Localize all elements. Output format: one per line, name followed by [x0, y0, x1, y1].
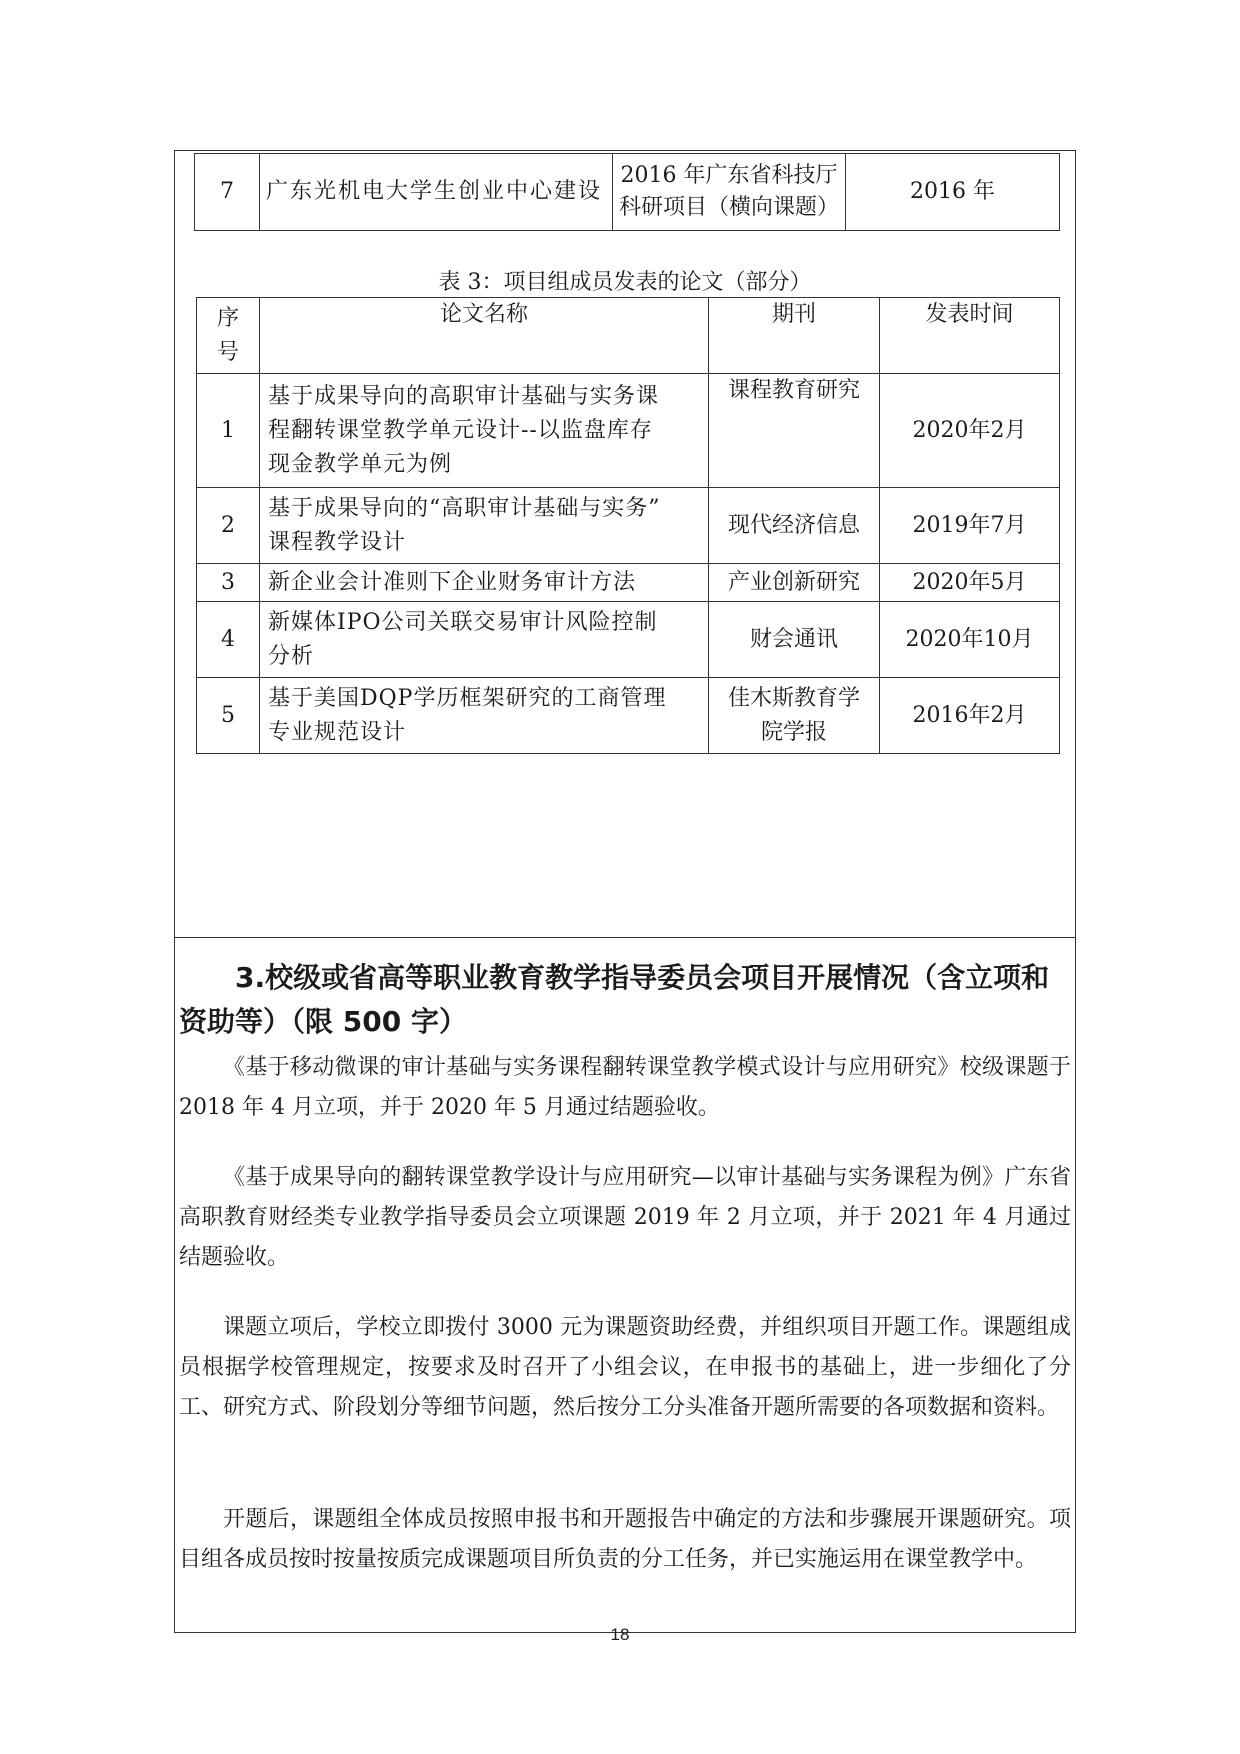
header-no-line: 号: [216, 339, 239, 365]
table-row: [197, 678, 1060, 754]
paper-date: 2019年7月: [880, 488, 1060, 564]
paper-title: [260, 488, 709, 564]
paragraph: 《基于移动微课的审计基础与实务课程翻转课堂教学模式设计与应用研究》校级课题于 2018 年 4 月立项，并于 2020 年 5 月通过结题验收。: [179, 1055, 1071, 1120]
table-caption: 表 3：项目组成员发表的论文（部分）: [438, 270, 812, 295]
paper-title-line: 基于成果导向的“高职审计基础与实务”: [268, 495, 661, 521]
table-row: [195, 154, 1060, 231]
paper-journal-line: 院学报: [760, 719, 827, 745]
paper-title: [260, 678, 709, 754]
paper-no: 1: [197, 374, 260, 488]
paper-title: [260, 374, 709, 488]
paper-title: [260, 602, 709, 678]
paragraph: 《基于成果导向的翻转课堂教学设计与应用研究—以审计基础与实务课程为例》广东省高职教育财经类专业教学指导委员会立项课题 2019 年 2 月立项，并于 2021 年 4 月通过结题验收。: [179, 1165, 1071, 1270]
paper-journal-line: 课程教育研究: [727, 378, 860, 403]
paragraph: 课题立项后，学校立即拨付 3000 元为课题资助经费，并组织项目开题工作。课题组成员根据学校管理规定，按要求及时召开了小组会议，在申报书的基础上，进一步细化了分工、研究方式、阶段划分等细节问题，然后按分工分头准备开题所需要的各项数据和资料。: [179, 1315, 1071, 1420]
header-no-line: 序: [216, 305, 239, 331]
paper-date: 2016年2月: [880, 678, 1060, 754]
table-header-row: [197, 298, 1060, 374]
paper-no: 5: [197, 678, 260, 754]
project-source-line: 2016 年广东省科技厅: [620, 163, 838, 188]
paper-journal: [709, 678, 880, 754]
project-name: 广东光机电大学生创业中心建设: [260, 154, 613, 231]
paper-date: 2020年10月: [880, 602, 1060, 678]
project-no: 7: [195, 154, 260, 231]
paper-rows: [197, 374, 1060, 754]
section-heading: 3.校级或省高等职业教育教学指导委员会项目开展情况（含立项和资助等）（限 500 字）: [179, 961, 1050, 1038]
paper-date: 2020年2月: [880, 374, 1060, 488]
paper-title-line: 分析: [268, 643, 315, 669]
project-source: [613, 154, 846, 231]
paper-journal: [709, 374, 880, 488]
table-row: [197, 602, 1060, 678]
project-table: [194, 153, 1060, 231]
table-row: [197, 488, 1060, 564]
header-date: 发表时间: [880, 298, 1060, 374]
paper-no: 2: [197, 488, 260, 564]
paper-journal-line: 佳木斯教育学: [727, 685, 860, 711]
section3-cell: [175, 938, 1075, 1632]
paper-journal: [709, 488, 880, 564]
paper-journal: [709, 602, 880, 678]
paper-journal-line: 财会通讯: [749, 626, 838, 652]
paper-title-line: 新企业会计准则下企业财务审计方法: [268, 569, 637, 595]
paper-title-line: 课程教学设计: [268, 529, 407, 555]
paper-title-line: 现金教学单元为例: [268, 451, 453, 477]
papers-table: [196, 297, 1060, 754]
projects-and-papers-cell: [175, 151, 1075, 938]
paper-journal: [709, 564, 880, 602]
project-source-line: 科研项目（横向课题）: [619, 195, 840, 220]
paper-title-line: 基于美国DQP学历框架研究的工商管理: [268, 685, 667, 711]
paper-no: 3: [197, 564, 260, 602]
outer-form-frame: [174, 150, 1076, 1633]
header-title: 论文名称: [260, 298, 709, 374]
paper-journal-line: 现代经济信息: [727, 512, 860, 538]
paper-title-line: 专业规范设计: [268, 719, 407, 745]
paper-journal-line: 产业创新研究: [727, 569, 860, 595]
paper-title-line: 新媒体IPO公司关联交易审计风险控制: [268, 609, 658, 635]
header-no: [197, 298, 260, 374]
paper-title-line: 基于成果导向的高职审计基础与实务课: [268, 383, 660, 409]
table-row: [197, 564, 1060, 602]
table-row: [197, 374, 1060, 488]
paper-title-line: 程翻转课堂教学单元设计--以监盘库存: [268, 417, 653, 443]
header-journal: 期刊: [709, 298, 880, 374]
paper-date: 2020年5月: [880, 564, 1060, 602]
paragraph: 开题后，课题组全体成员按照申报书和开题报告中确定的方法和步骤展开课题研究。项目组各成员按时按量按质完成课题项目所负责的分工任务，并已实施运用在课堂教学中。: [179, 1507, 1071, 1572]
project-year: 2016 年: [846, 154, 1060, 231]
paper-no: 4: [197, 602, 260, 678]
page-number: 18: [610, 1625, 630, 1644]
paper-title: [260, 564, 709, 602]
